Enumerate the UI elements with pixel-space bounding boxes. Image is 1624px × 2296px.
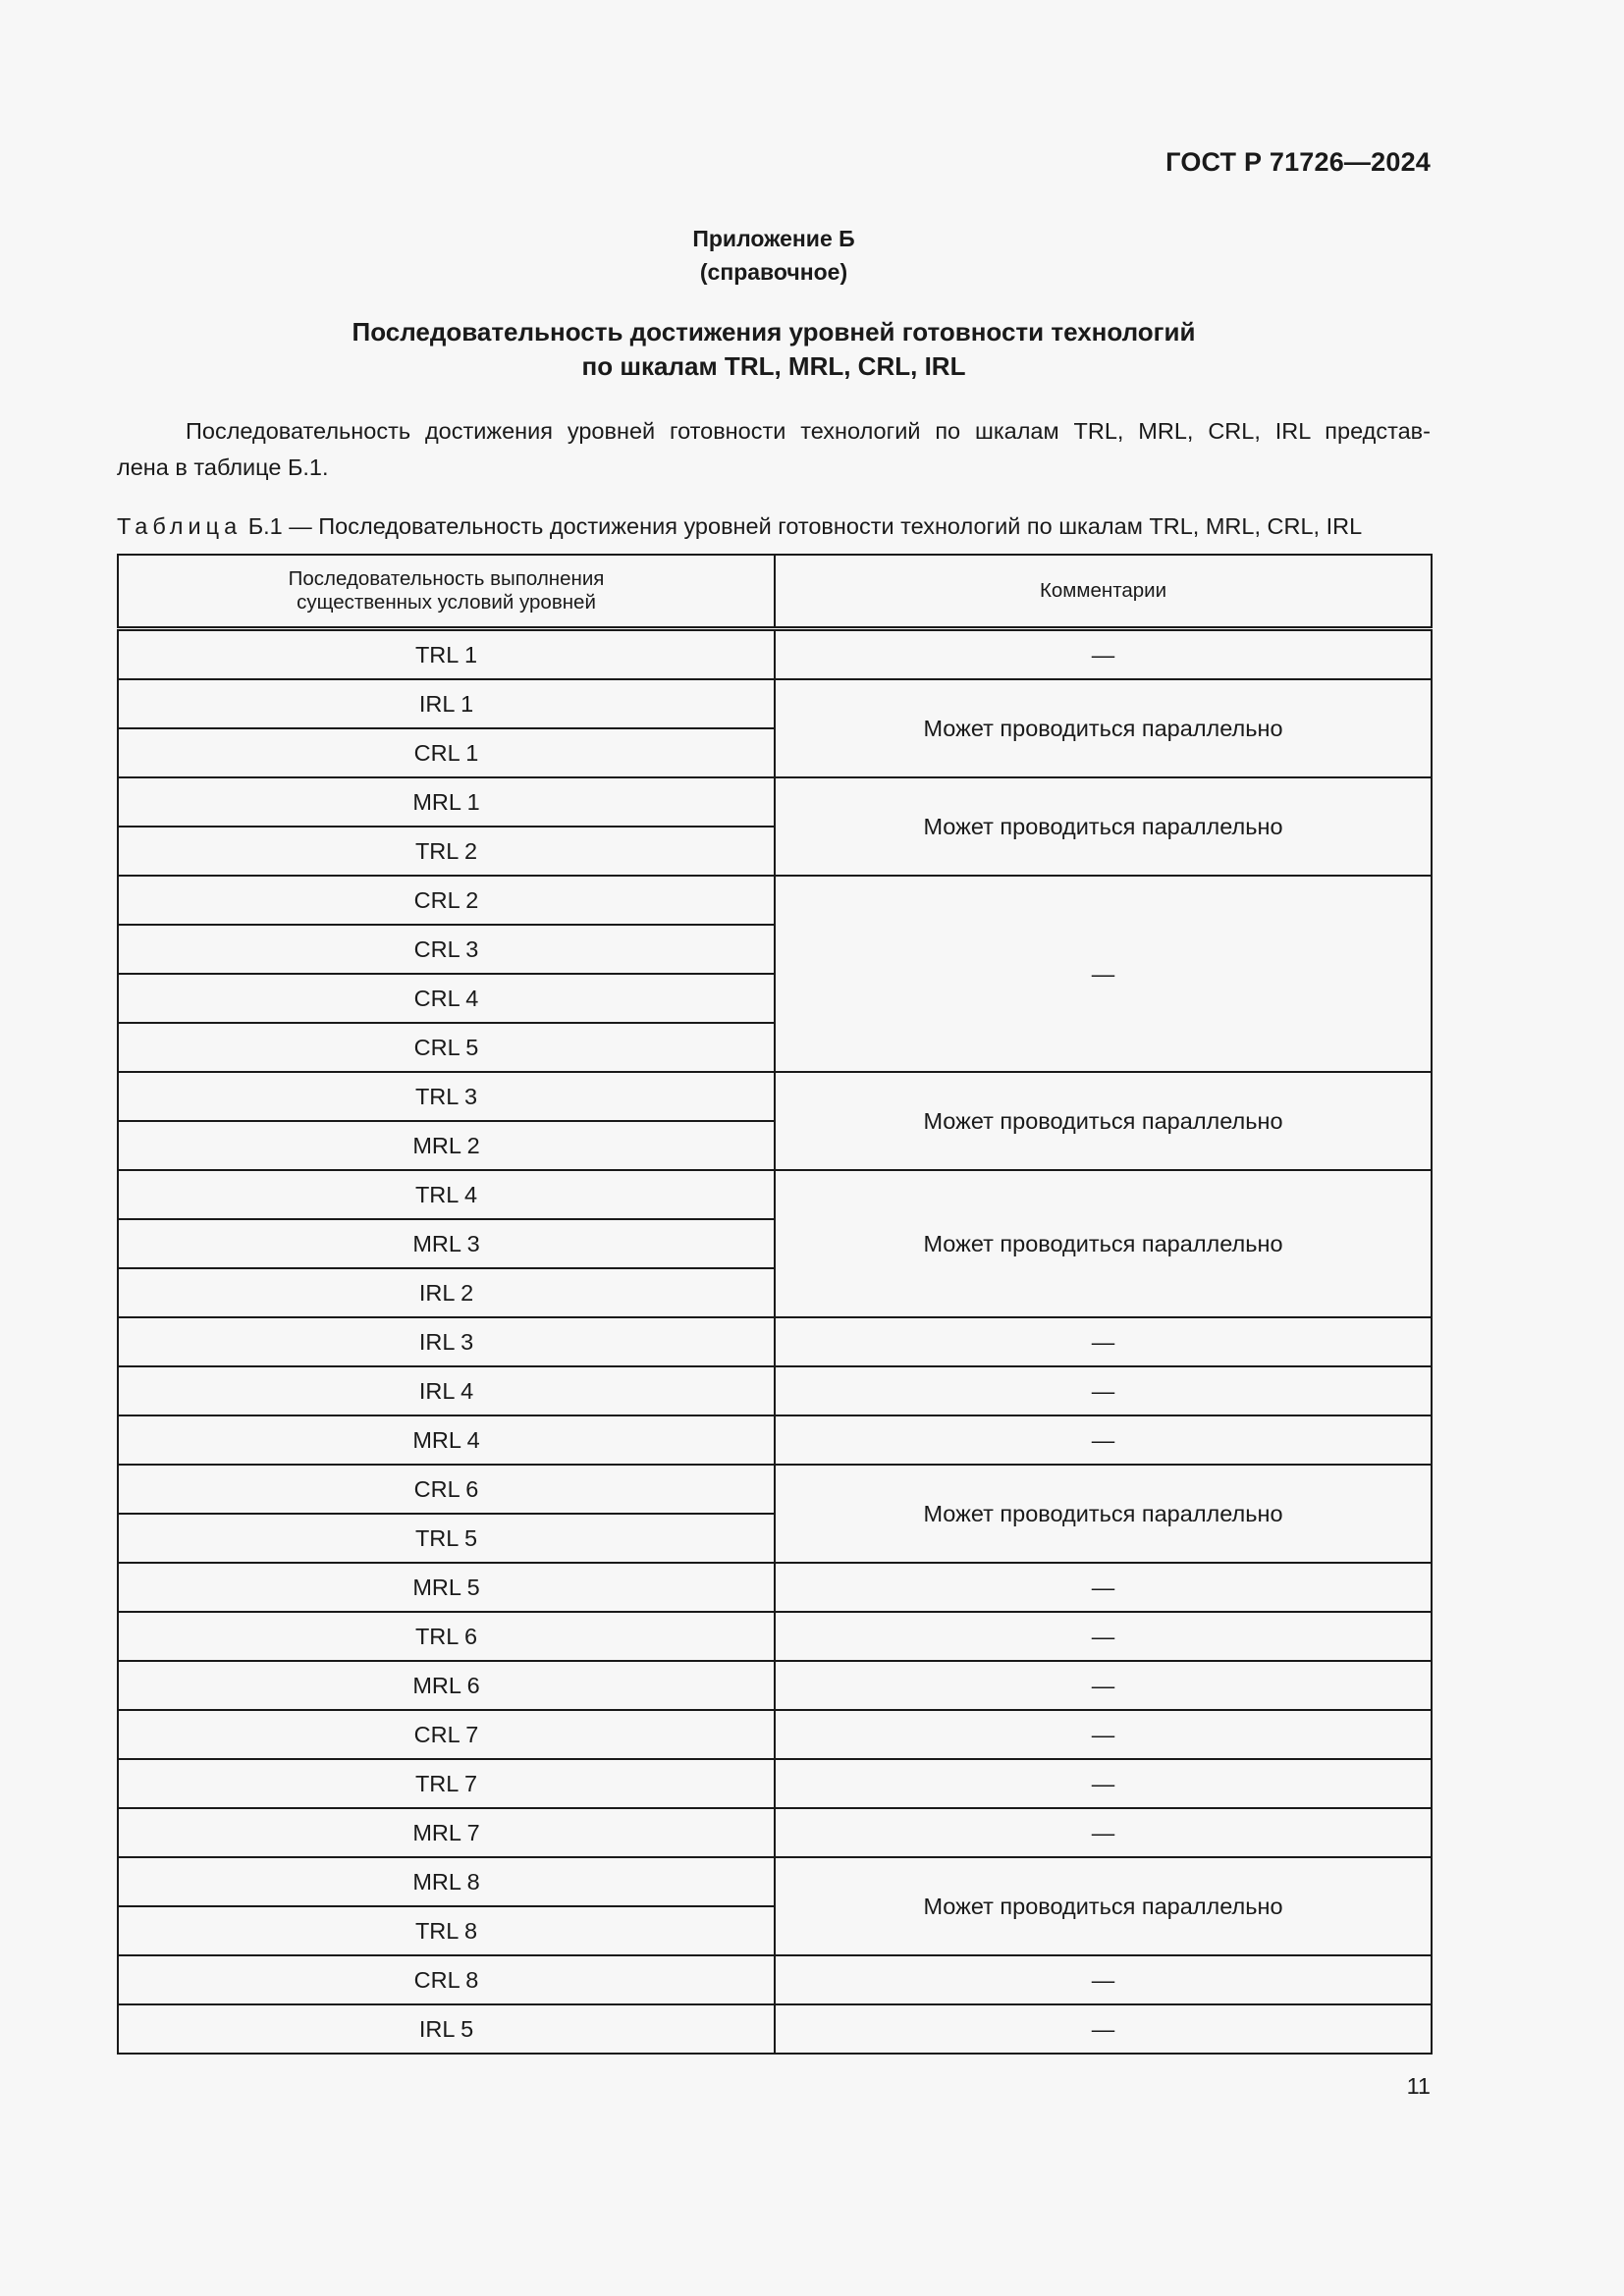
section-title-line1: Последовательность достижения уровней готовности технологий [352,317,1196,347]
table-row [118,1808,1432,1857]
comment-cell: — [775,2004,1432,2054]
level-cell: IRL 5 [118,2004,775,2054]
page-number: 11 [1406,2073,1431,2099]
level-cell: TRL 3 [118,1072,775,1121]
level-cell: CRL 1 [118,728,775,777]
level-cell: TRL 6 [118,1612,775,1661]
comment-cell: Может проводиться параллельно [775,777,1432,876]
comment-cell: — [775,1759,1432,1808]
table-row [118,876,1432,925]
level-cell: MRL 6 [118,1661,775,1710]
level-cell: CRL 2 [118,876,775,925]
level-cell: MRL 8 [118,1857,775,1906]
header-sequence [118,555,775,629]
level-cell: TRL 1 [118,629,775,680]
level-cell: TRL 7 [118,1759,775,1808]
comment-cell: Может проводиться параллельно [775,1465,1432,1563]
comment-cell: Может проводиться параллельно [775,1857,1432,1955]
comment-cell: Может проводиться параллельно [775,1072,1432,1170]
level-cell: CRL 3 [118,925,775,974]
level-cell: IRL 2 [118,1268,775,1317]
level-cell: IRL 4 [118,1366,775,1415]
readiness-sequence-table [117,554,1433,2055]
appendix-heading [0,222,1547,289]
header-sequence-line2: существенных условий уровней [297,591,596,614]
level-cell: TRL 8 [118,1906,775,1955]
comment-cell: — [775,876,1432,1072]
level-cell: MRL 3 [118,1219,775,1268]
table-row [118,1072,1432,1121]
level-cell: TRL 4 [118,1170,775,1219]
section-title [0,315,1547,384]
table-row [118,1661,1432,1710]
intro-paragraph-line2: лена в таблице Б.1. [117,454,329,480]
table-caption-text: Б.1 — Последовательность достижения уровней готовности технологий по шкалам TRL, MRL, CRL, IRL [247,513,1363,539]
level-cell: IRL 1 [118,679,775,728]
table-row [118,1563,1432,1612]
table-caption [117,510,1431,542]
level-cell: TRL 2 [118,827,775,876]
comment-cell: — [775,1612,1432,1661]
header-comments: Комментарии [775,555,1432,629]
table-row [118,1955,1432,2004]
comment-cell: — [775,1710,1432,1759]
comment-cell: — [775,1317,1432,1366]
table-row [118,1465,1432,1514]
table-row [118,1857,1432,1906]
table-row [118,1759,1432,1808]
table-row [118,1710,1432,1759]
intro-paragraph-line1: Последовательность достижения уровней готовности технологий по шкалам TRL, MRL, CRL, IRL представ- [186,418,1431,444]
level-cell: MRL 7 [118,1808,775,1857]
comment-cell: — [775,1955,1432,2004]
level-cell: CRL 4 [118,974,775,1023]
level-cell: IRL 3 [118,1317,775,1366]
intro-paragraph [117,413,1431,486]
table-row [118,1170,1432,1219]
header-sequence-line1: Последовательность выполнения [288,567,605,590]
comment-cell: — [775,1366,1432,1415]
comment-cell: — [775,629,1432,680]
level-cell: CRL 8 [118,1955,775,2004]
table-row [118,777,1432,827]
appendix-type: (справочное) [699,259,848,285]
table-row [118,2004,1432,2054]
level-cell: CRL 6 [118,1465,775,1514]
table-row [118,1366,1432,1415]
comment-cell: Может проводиться параллельно [775,1170,1432,1317]
table-row [118,679,1432,728]
table-header-row [118,555,1432,629]
table-row [118,1612,1432,1661]
level-cell: MRL 2 [118,1121,775,1170]
level-cell: MRL 4 [118,1415,775,1465]
comment-cell: — [775,1563,1432,1612]
level-cell: MRL 1 [118,777,775,827]
level-cell: TRL 5 [118,1514,775,1563]
comment-cell: — [775,1415,1432,1465]
level-cell: CRL 7 [118,1710,775,1759]
table-row [118,1415,1432,1465]
table-row [118,1317,1432,1366]
comment-cell: — [775,1808,1432,1857]
appendix-label: Приложение Б [692,226,855,251]
comment-cell: Может проводиться параллельно [775,679,1432,777]
level-cell: MRL 5 [118,1563,775,1612]
table-row [118,629,1432,680]
document-code: ГОСТ Р 71726—2024 [1165,147,1431,177]
section-title-line2: по шкалам TRL, MRL, CRL, IRL [581,351,966,381]
table-caption-prefix: Таблица [117,513,243,539]
comment-cell: — [775,1661,1432,1710]
level-cell: CRL 5 [118,1023,775,1072]
